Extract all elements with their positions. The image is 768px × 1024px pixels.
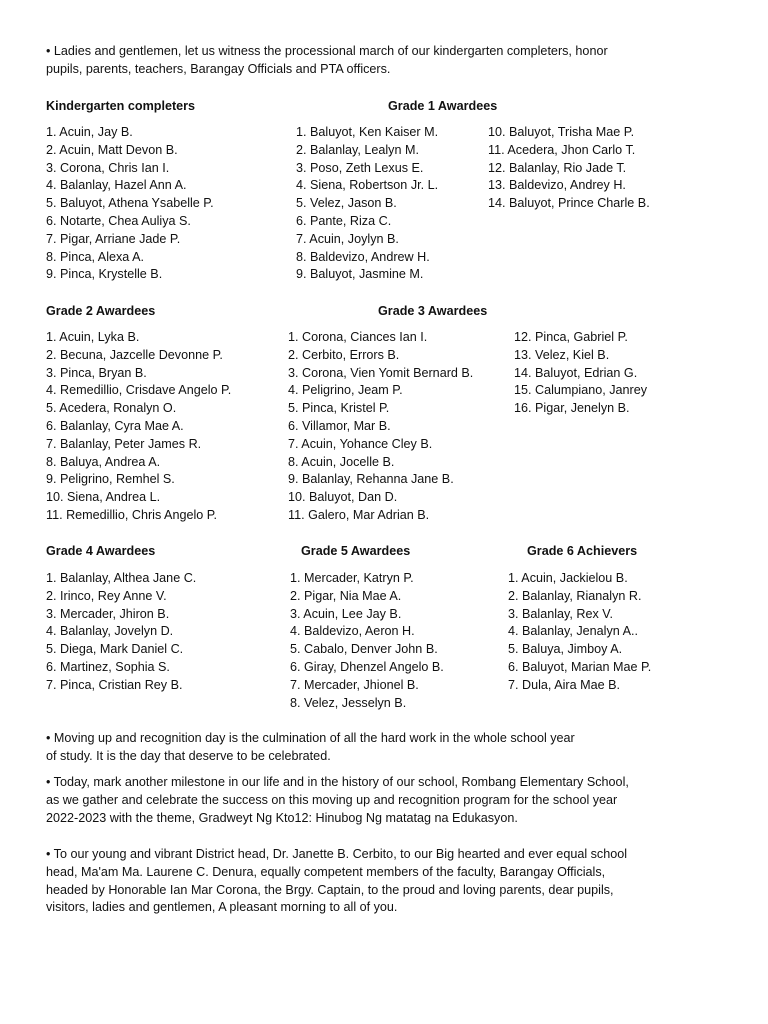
list-item: 9. Balanlay, Rehanna Jane B. (288, 472, 454, 487)
grade4-list (46, 570, 196, 695)
list-item: 1. Acuin, Lyka B. (46, 330, 140, 344)
list-item: 13. Baldevizo, Andrey H. (488, 178, 626, 193)
list-item: 1. Corona, Ciances Ian I. (288, 330, 428, 344)
list-item: 15. Calumpiano, Janrey (514, 383, 648, 398)
list-item: 4. Balanlay, Hazel Ann A. (46, 178, 187, 193)
list-item: 7. Dula, Aira Mae B. (508, 677, 620, 692)
list-item: 8. Baldevizo, Andrew H. (296, 249, 430, 264)
list-item: 1. Acuin, Jay B. (46, 125, 133, 139)
list-item: 14. Baluyot, Prince Charle B. (488, 196, 650, 211)
list-item: 9. Pinca, Krystelle B. (46, 267, 163, 282)
grade6-list (508, 570, 651, 695)
list-item: 6. Pante, Riza C. (296, 213, 392, 228)
list-item: 7. Mercader, Jhionel B. (290, 677, 419, 692)
grade3-heading: Grade 3 Awardees (378, 304, 488, 318)
text-line: headed by Honorable Ian Mar Corona, the Brgy. Captain, to the proud and loving parents, dear pupils, (46, 882, 614, 897)
list-item: 7. Acuin, Joylyn B. (296, 231, 399, 246)
list-item: 8. Acuin, Jocelle B. (288, 454, 395, 469)
kinder-heading: Kindergarten completers (46, 99, 196, 113)
list-item: 7. Balanlay, Peter James R. (46, 436, 202, 451)
list-item: 2. Acuin, Matt Devon B. (46, 142, 178, 157)
list-item: 11. Acedera, Jhon Carlo T. (488, 142, 636, 157)
grade3-list-col1 (288, 329, 473, 525)
list-item: 2. Becuna, Jazcelle Devonne P. (46, 347, 223, 362)
text-line: 2022-2023 with the theme, Gradweyt Ng Kto12: Hinubog Ng matatag na Edukasyon. (46, 810, 518, 825)
list-item: 2. Irinco, Rey Anne V. (46, 588, 167, 603)
list-item: 4. Balanlay, Jenalyn A.. (508, 624, 638, 639)
list-item: 3. Acuin, Lee Jay B. (290, 606, 402, 621)
grade6-heading: Grade 6 Achievers (527, 544, 638, 558)
list-item: 1. Mercader, Katryn P. (290, 571, 414, 585)
list-item: 3. Corona, Chris Ian I. (46, 160, 170, 175)
list-item: 4. Siena, Robertson Jr. L. (296, 178, 439, 193)
list-item: 9. Baluyot, Jasmine M. (296, 267, 424, 282)
list-item: 2. Cerbito, Errors B. (288, 347, 400, 362)
list-item: 4. Peligrino, Jeam P. (288, 383, 403, 398)
list-item: 6. Balanlay, Cyra Mae A. (46, 418, 184, 433)
list-item: 3. Corona, Vien Yomit Bernard B. (288, 365, 474, 380)
list-item: 13. Velez, Kiel B. (514, 347, 610, 362)
list-item: 10. Siena, Andrea L. (46, 490, 161, 505)
text-line: • To our young and vibrant District head, Dr. Janette B. Cerbito, to our Big hearted and ever equal school (46, 847, 628, 861)
grade4-heading: Grade 4 Awardees (46, 544, 156, 558)
list-item: 5. Diega, Mark Daniel C. (46, 642, 184, 657)
grade1-list-col1 (296, 124, 438, 284)
list-item: 11. Remedillio, Chris Angelo P. (46, 507, 218, 522)
list-item: 2. Balanlay, Lealyn M. (296, 142, 419, 157)
text-line: visitors, ladies and gentlemen, A pleasant morning to all of you. (46, 900, 398, 915)
list-item: 12. Balanlay, Rio Jade T. (488, 160, 627, 175)
list-item: 14. Baluyot, Edrian G. (514, 365, 638, 380)
list-item: 3. Poso, Zeth Lexus E. (296, 160, 424, 175)
grade5-heading: Grade 5 Awardees (301, 544, 411, 558)
list-item: 6. Notarte, Chea Auliya S. (46, 213, 191, 228)
list-item: 11. Galero, Mar Adrian B. (288, 507, 430, 522)
list-item: 8. Baluya, Andrea A. (46, 454, 161, 469)
list-item: 4. Balanlay, Jovelyn D. (46, 624, 174, 639)
kinder-list (46, 124, 214, 284)
grade3-list-col2 (514, 329, 647, 418)
list-item: 7. Pinca, Cristian Rey B. (46, 677, 183, 692)
list-item: 5. Baluyot, Athena Ysabelle P. (46, 196, 214, 211)
closing-paragraph-1 (46, 730, 726, 766)
list-item: 8. Pinca, Alexa A. (46, 249, 145, 264)
list-item: 7. Acuin, Yohance Cley B. (288, 436, 433, 451)
list-item: 4. Remedillio, Crisdave Angelo P. (46, 383, 232, 398)
list-item: 1. Balanlay, Althea Jane C. (46, 571, 197, 585)
text-line: • Moving up and recognition day is the culmination of all the hard work in the whole school year (46, 731, 575, 745)
grade5-list (290, 570, 444, 712)
closing-paragraph-3 (46, 846, 726, 917)
intro-paragraph (46, 43, 726, 79)
list-item: 6. Baluyot, Marian Mae P. (508, 659, 652, 674)
list-item: 8. Velez, Jesselyn B. (290, 695, 407, 710)
list-item: 9. Peligrino, Remhel S. (46, 472, 175, 487)
list-item: 3. Mercader, Jhiron B. (46, 606, 170, 621)
closing-paragraph-2 (46, 774, 726, 827)
list-item: 16. Pigar, Jenelyn B. (514, 401, 630, 416)
list-item: 3. Balanlay, Rex V. (508, 606, 614, 621)
list-item: 5. Velez, Jason B. (296, 196, 397, 211)
text-line: • Today, mark another milestone in our life and in the history of our school, Rombang Elementary School, (46, 775, 629, 789)
list-item: 1. Acuin, Jackielou B. (508, 571, 628, 585)
list-item: 10. Baluyot, Dan D. (288, 490, 398, 505)
grade1-heading: Grade 1 Awardees (388, 99, 498, 113)
list-item: 2. Balanlay, Rianalyn R. (508, 588, 642, 603)
list-item: 6. Giray, Dhenzel Angelo B. (290, 659, 444, 674)
list-item: 6. Villamor, Mar B. (288, 418, 391, 433)
list-item: 12. Pinca, Gabriel P. (514, 330, 628, 344)
grade2-list (46, 329, 231, 525)
list-item: 5. Acedera, Ronalyn O. (46, 401, 177, 416)
list-item: 2. Pigar, Nia Mae A. (290, 588, 402, 603)
list-item: 1. Baluyot, Ken Kaiser M. (296, 125, 439, 139)
text-line: pupils, parents, teachers, Barangay Officials and PTA officers. (46, 61, 391, 76)
list-item: 6. Martinez, Sophia S. (46, 659, 170, 674)
list-item: 3. Pinca, Bryan B. (46, 365, 147, 380)
text-line: of study. It is the day that deserve to be celebrated. (46, 748, 331, 763)
grade1-list-col2 (488, 124, 650, 213)
list-item: 7. Pigar, Arriane Jade P. (46, 231, 181, 246)
list-item: 4. Baldevizo, Aeron H. (290, 624, 415, 639)
text-line: • Ladies and gentlemen, let us witness the processional march of our kindergarten completers, honor (46, 44, 608, 58)
grade2-heading: Grade 2 Awardees (46, 304, 156, 318)
list-item: 5. Baluya, Jimboy A. (508, 642, 623, 657)
text-line: as we gather and celebrate the success on this moving up and recognition program for the school year (46, 792, 618, 807)
list-item: 5. Cabalo, Denver John B. (290, 642, 438, 657)
list-item: 5. Pinca, Kristel P. (288, 401, 390, 416)
text-line: head, Ma'am Ma. Laurene C. Denura, equally competent members of the faculty, Barangay Officials, (46, 864, 606, 879)
list-item: 10. Baluyot, Trisha Mae P. (488, 125, 635, 139)
